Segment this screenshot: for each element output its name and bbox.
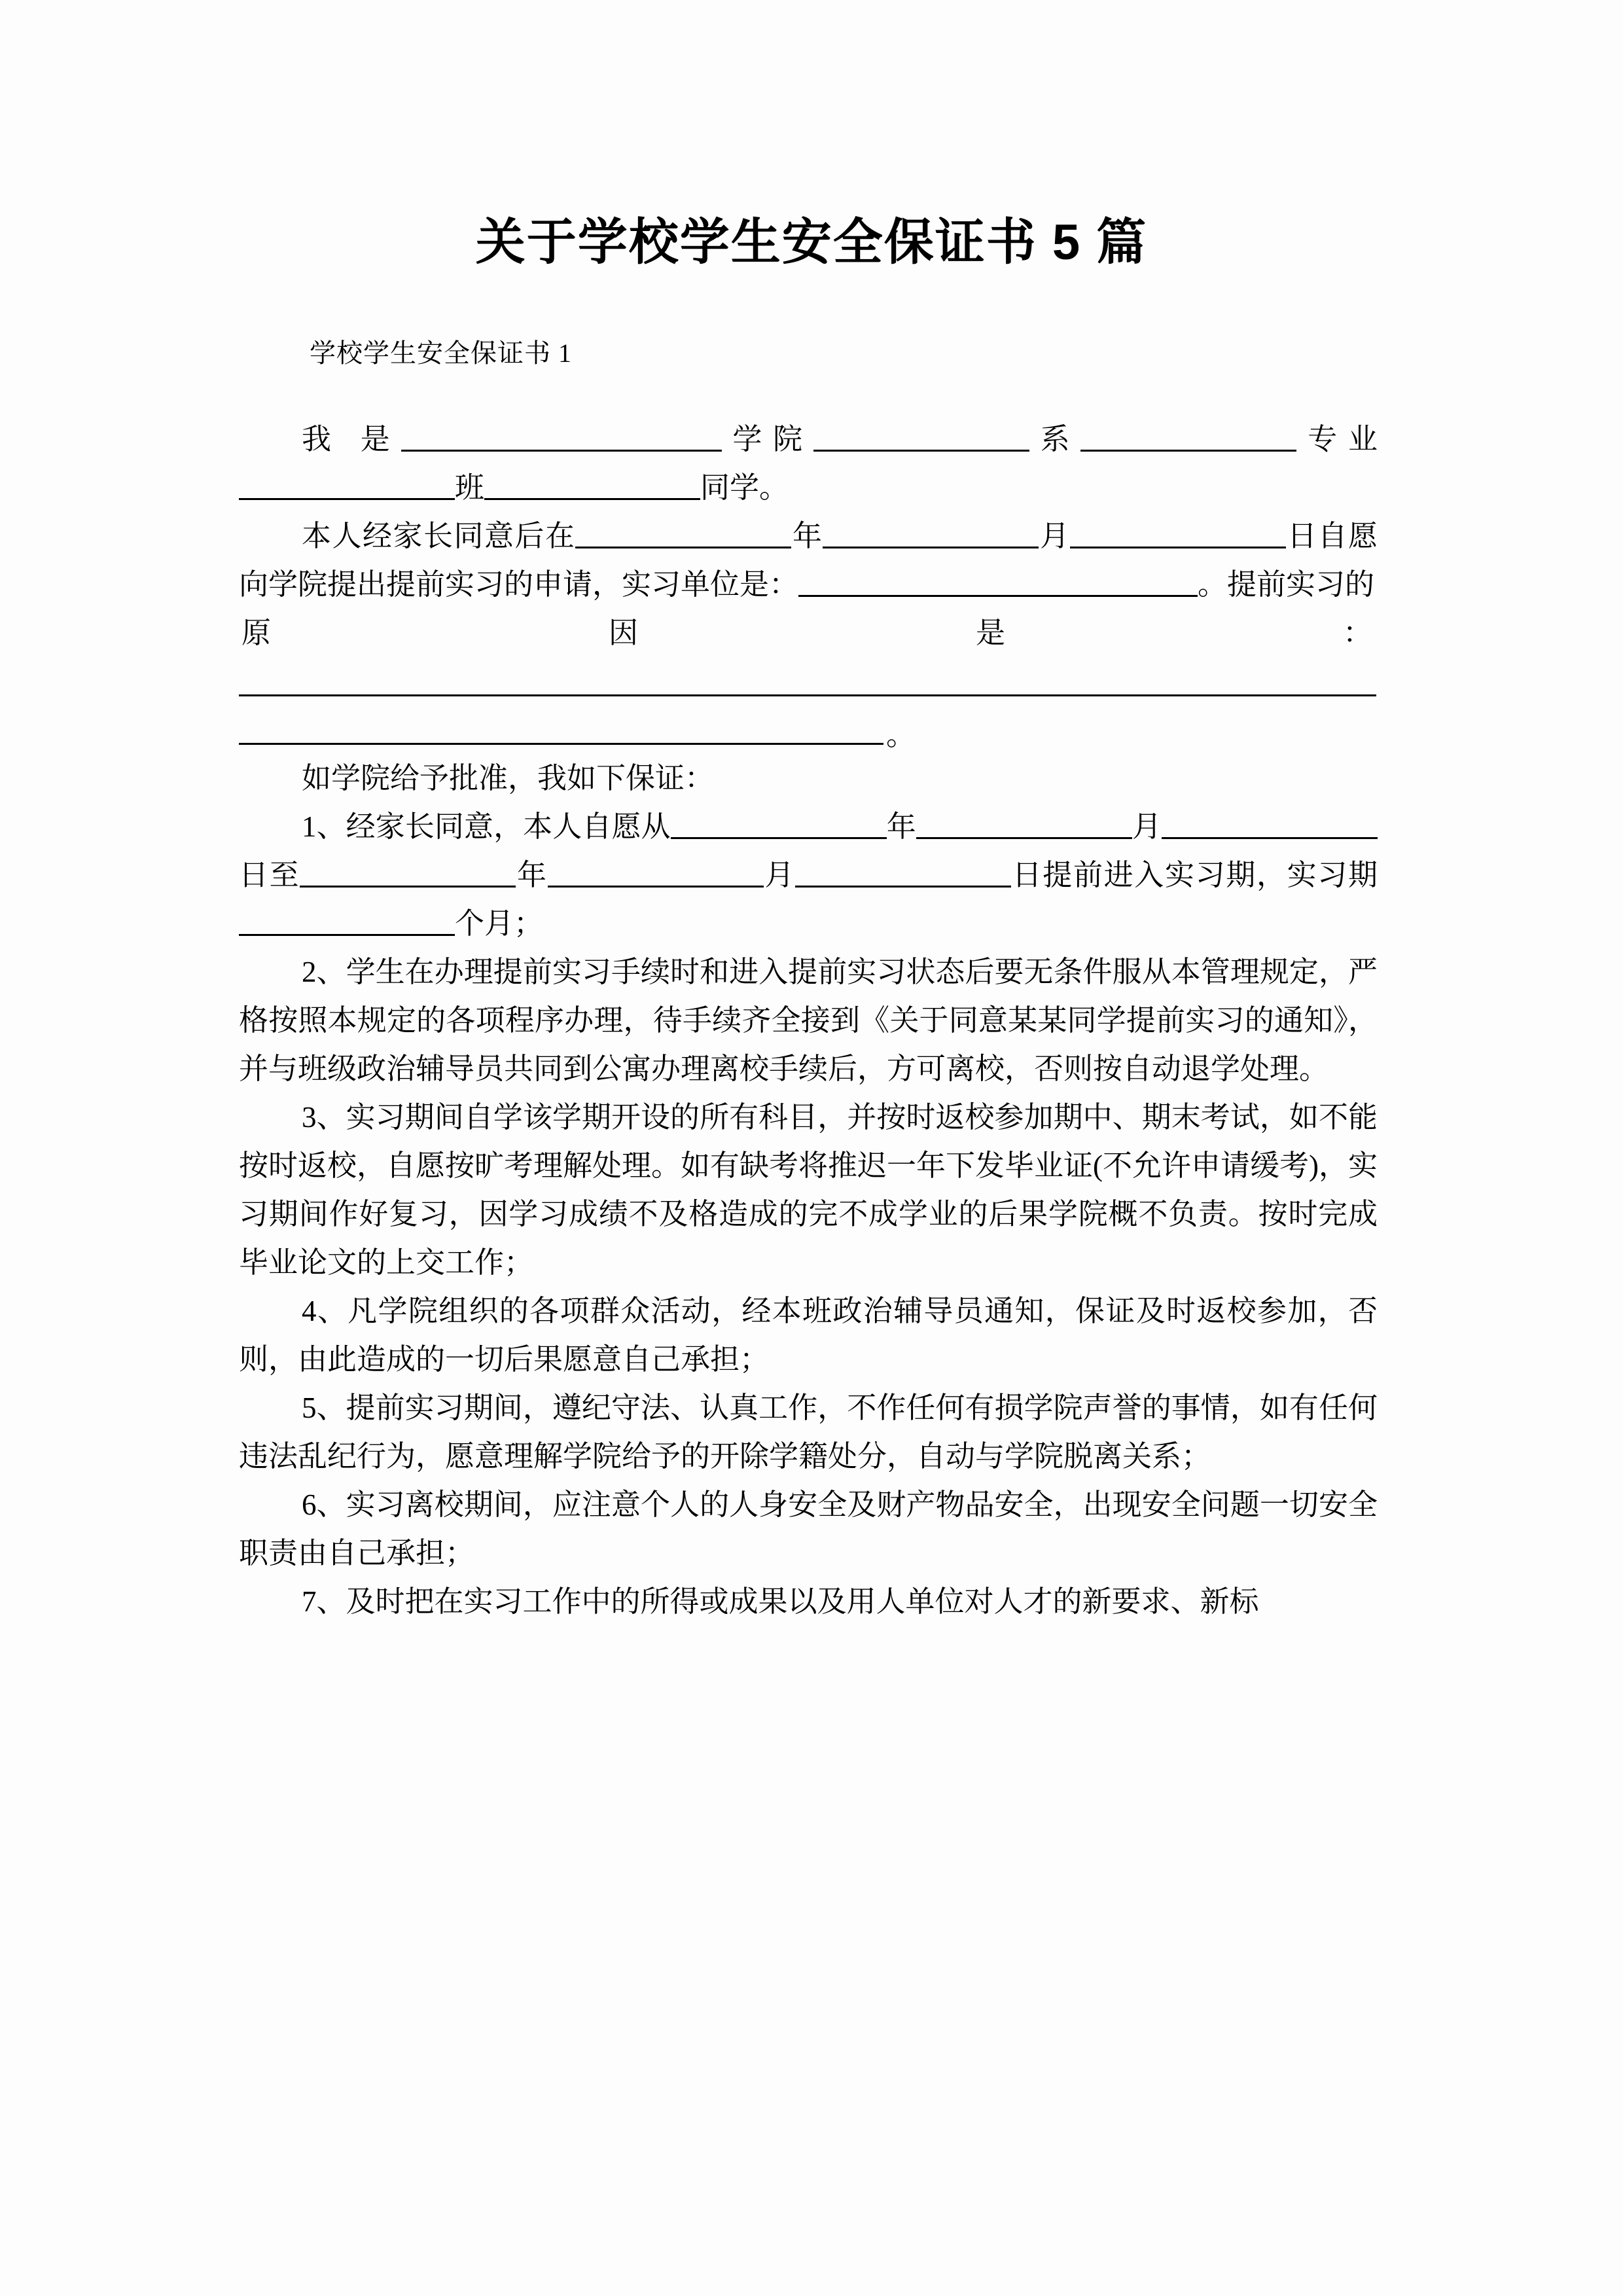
reason-char-1: 原 — [241, 617, 272, 649]
blank-internship-unit[interactable] — [798, 566, 1198, 597]
reason-char-2: 因 — [608, 617, 638, 649]
application-tail: 。提前实习的 — [1198, 568, 1375, 601]
identity-continuation: 同学。 — [700, 471, 789, 504]
promise-item-6: 6、实习离校期间，应注意个人的人身安全及财产物品安全，出现安全问题一切安全职责由自己承担； — [239, 1488, 1378, 1570]
reason-period: 。 — [886, 719, 916, 751]
blank-class[interactable] — [239, 469, 455, 500]
paragraph-promise-intro: 如学院给予批准，我如下保证： — [302, 762, 715, 795]
reason-rule-full[interactable] — [239, 694, 1376, 696]
item1-label-month-2: 月 — [763, 859, 795, 891]
blank-start-year[interactable] — [671, 808, 887, 839]
identity-college-label: 学院 — [721, 423, 813, 456]
paragraph-application — [239, 512, 1378, 609]
promise-item-5: 5、提前实习期间，遵纪守法、认真工作，不作任何有损学院声誉的事情，如有任何违法乱纪行为，愿意理解学院给予的开除学籍处分，自动与学院脱离关系； — [239, 1391, 1378, 1473]
spacer — [239, 367, 1378, 415]
blank-year[interactable] — [575, 518, 791, 548]
blank-end-month[interactable] — [548, 857, 764, 888]
application-middle: 日自愿向学院提出提前实习的申请，实习单位是： — [239, 520, 1378, 601]
identity-major-label: 专业 — [1296, 423, 1378, 456]
item1-label-month-1: 月 — [1132, 810, 1162, 843]
blank-internship-months[interactable] — [239, 905, 455, 936]
application-lead: 本人经家长同意后在 — [302, 520, 576, 552]
reason-rule-partial[interactable] — [239, 743, 883, 745]
reason-write-line-2[interactable] — [239, 706, 1378, 754]
document-body — [239, 340, 1378, 1626]
page-title: 关于学校学生安全保证书 5 篇 — [475, 214, 1148, 270]
promise-item-1 — [239, 802, 1378, 948]
blank-end-year[interactable] — [300, 857, 516, 888]
promise-item-4: 4、凡学院组织的各项群众活动，经本班政治辅导员通知，保证及时返校参加，否则，由此造成的一切后果愿意自己承担； — [239, 1295, 1378, 1376]
identity-class-label: 班 — [455, 471, 485, 504]
reason-prompt-row — [239, 609, 1378, 657]
blank-end-day[interactable] — [795, 857, 1011, 888]
item1-label-year-2: 年 — [516, 859, 548, 891]
blank-major[interactable] — [1080, 421, 1296, 452]
identity-lead: 我 是 — [302, 423, 401, 456]
promise-item-2: 2、学生在办理提前实习手续时和进入提前实习状态后要无条件服从本管理规定，严格按照本规定的各项程序办理，待手续齐全接到《关于同意某某同学提前实习的通知》，并与班级政治辅导员共同到公寓办理离校手续后，方可离校，否则按自动退学处理。 — [239, 956, 1378, 1085]
blank-month[interactable] — [823, 518, 1039, 548]
identity-department-label: 系 — [1029, 423, 1081, 456]
blank-college[interactable] — [401, 421, 722, 452]
label-month: 月 — [1039, 520, 1071, 552]
section-heading: 学校学生安全保证书 1 — [310, 338, 572, 368]
blank-student-name[interactable] — [484, 469, 700, 500]
reason-char-3: 是 — [975, 617, 1005, 649]
item1-middle: 日提前进入实习期，实习期 — [1010, 859, 1378, 891]
paragraph-identity — [239, 415, 1378, 512]
reason-char-4: ： — [1342, 617, 1372, 649]
blank-day[interactable] — [1070, 518, 1286, 548]
blank-department[interactable] — [813, 421, 1029, 452]
item1-lead: 1、经家长同意，本人自愿从 — [302, 810, 671, 843]
reason-write-line-1[interactable] — [239, 657, 1378, 706]
blank-start-month[interactable] — [916, 808, 1132, 839]
blank-start-day[interactable] — [1162, 808, 1378, 839]
promise-item-3: 3、实习期间自学该学期开设的所有科目，并按时返校参加期中、期末考试，如不能按时返校，自愿按旷考理解处理。如有缺考将推迟一年下发毕业证(不允许申请缓考)，实习期间作好复习，因学习成绩不及格造成的完不成学业的后果学院概不负责。按时完成毕业论文的上交工作； — [239, 1101, 1378, 1279]
item1-label-year-1: 年 — [886, 810, 916, 843]
promise-item-7: 7、及时把在实习工作中的所得或成果以及用人单位对人才的新要求、新标 — [302, 1585, 1259, 1618]
item1-tail: 个月； — [455, 907, 544, 940]
label-year: 年 — [791, 520, 823, 552]
item1-label-day-1: 日至 — [239, 859, 300, 891]
